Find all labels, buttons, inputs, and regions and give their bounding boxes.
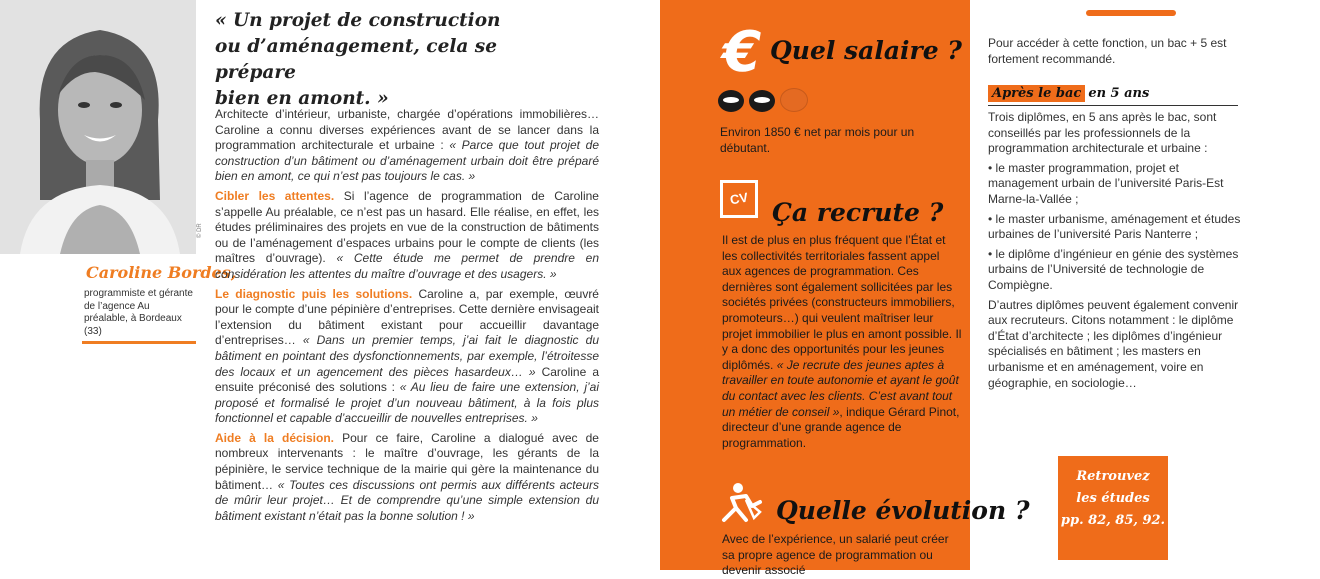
paragraph <box>215 189 599 283</box>
salaire-heading: Quel salaire ? <box>770 36 962 65</box>
recrute-attribution: , indique Gérard Pinot, directeur d’une grande agence de programmation. <box>722 404 960 450</box>
paragraph <box>215 431 599 525</box>
photo-credit: © DR <box>197 223 203 238</box>
recrute-text <box>722 233 962 451</box>
paragraph-quote: « Au lieu de faire une extension, j’ai proposé et formalisé le projet d’un nouveau bâtiment, à la fois plus fonctionnel et capable d’accueillir de nouvelles entreprises. » <box>215 380 599 426</box>
apres-label: Après le bac <box>988 85 1085 102</box>
evolution-heading: Quelle évolution ? <box>776 496 1030 525</box>
top-accent-bar <box>1086 10 1176 16</box>
paragraph-text: Caroline a ensuite préconisé des solutions : <box>215 364 600 395</box>
intro-text: Pour accéder à cette fonction, un bac + 5 est fortement recommandé. <box>988 36 1227 66</box>
pull-quote-line: ou d’aménagement, cela se prépare <box>215 36 497 83</box>
pull-quote-line: bien en amont. » <box>215 88 389 109</box>
paragraph-lead: Le diagnostic puis les solutions. <box>215 286 413 301</box>
portrait-photo <box>0 0 196 254</box>
coins-icon <box>718 88 813 117</box>
retrouvez-box <box>1058 456 1168 560</box>
pull-quote-line: « Un projet de construction <box>215 10 501 31</box>
divider-line <box>82 341 196 344</box>
retrouvez-line: les études <box>1076 491 1150 506</box>
paragraph-lead: Cibler les attentes. <box>215 188 335 203</box>
bullet-item: • le master urbanisme, aménagement et études urbaines de l’université Paris Nanterre ; <box>988 211 1241 242</box>
bullet-item: • le master programmation, projet et management urbain de l’université Paris-Est Marne-la-Vallée ; <box>988 160 1224 206</box>
recrute-heading: Ça recrute ? <box>772 198 944 227</box>
paragraph <box>215 107 599 185</box>
recrute-paragraph: Il est de plus en plus fréquent que l’État et les collectivités territoriales fassent appel aux agences de programmation. Ces dernières sont également sollicitées par les sociétés privées (constructeurs immobiliers, promoteurs…) qui veulent maîtriser leur projet immobilier le plus en amont possible. Il y a donc des opportunités pour les jeunes diplômés. <box>722 233 962 372</box>
cv-label: CV <box>728 189 750 208</box>
evolution-icon <box>716 480 764 528</box>
apres-heading <box>988 84 1149 102</box>
paragraph-text: Si l’agence de programmation de Caroline s’appelle Au préalable, ce n’est pas un hasard. Elle réalise, en effet, les études préliminaires des projets en vue de la construction de bâtiments ou de l’aménagement d’espaces urbains pour le compte de clients (les maîtres d’ouvrage). <box>215 188 599 266</box>
paragraph-quote: « Dans un premier temps, j’ai fait le diagnostic du bâtiment en pointant des dysfonctionnements, par exemple, l’étroitesse des locaux et un agencement des pièces hasardeux… » <box>215 333 599 379</box>
coin <box>780 88 808 112</box>
paragraph-text: Caroline a, par exemple, œuvré pour le compte d’une pépinière d’entreprises. Cette dernière envisageait l’extension du bâtiment existant pour accueillir davantage d’entreprises… <box>215 286 599 348</box>
salaire-text: Environ 1850 € net par mois pour un débutant. <box>720 125 915 155</box>
person-role: programmiste et gérante de l’agence Au préalable, à Bordeaux (33) <box>84 288 193 337</box>
paragraph: Trois diplômes, en 5 ans après le bac, sont conseillés par les professionnels de la programmation architecturale et urbaine : <box>988 110 1217 156</box>
evolution-text: Avec de l’expérience, un salarié peut créer sa propre agence de programmation ou devenir associé <box>722 532 949 578</box>
coin <box>749 90 775 112</box>
euro-icon: € <box>716 20 767 85</box>
diplomes-body <box>988 110 1243 395</box>
coin <box>718 90 744 112</box>
cv-icon <box>720 180 758 218</box>
paragraph-text: Pour ce faire, Caroline a dialogué avec de nombreux intervenants : le maître d’ouvrage, les gérants de la pépinière, le service technique de la mairie qui gère la maintenance du bâtiment… <box>215 430 599 492</box>
person-name: Caroline Bordes, <box>86 263 237 282</box>
retrouvez-line: Retrouvez <box>1076 469 1150 484</box>
paragraph-quote: « Parce que tout projet de construction d’un bâtiment ou d’aménagement urbain doit être préparé bien en amont, ce qui n’est pas toujours le cas. » <box>215 138 600 184</box>
paragraph-quote: « Toutes ces discussions ont permis aux différents acteurs de mûrir leur projet… Et de comprendre qu’une simple extension du bâtiment existant n’était pas la bonne solution ! » <box>215 477 599 523</box>
paragraph-text: Architecte d’intérieur, urbaniste, chargée d’opérations immobilières… Caroline a connu diverses expériences avant de se lancer dans la programmation architecturale et urbaine : <box>215 107 599 153</box>
article-body <box>215 107 599 528</box>
retrouvez-line: pp. 82, 85, 92. <box>1060 513 1166 528</box>
pull-quote <box>215 8 555 112</box>
recrute-quote: « Je recrute des jeunes aptes à travailler en toute autonomie et ayant le goût du contact avec les clients. C’est avant tout un métier de conseil » <box>722 357 959 419</box>
bullet-item: • le diplôme d’ingénieur en génie des systèmes urbains de l’Université de technologie de Compiègne. <box>988 246 1239 292</box>
paragraph-lead: Aide à la décision. <box>215 430 335 445</box>
heading-underline <box>988 105 1238 106</box>
paragraph: D’autres diplômes peuvent également convenir aux recruteurs. Citons notamment : le diplôme d’État d’architecte ; les diplômes d’ingénieur spécialisés en bâtiment ; les masters en urbanisme et en aménagement, voire en géographie, en sociologie… <box>988 297 1239 390</box>
paragraph-quote: « Cette étude me permet de prendre en considération les attentes du maître d’ouvrage et des usagers. » <box>215 251 599 281</box>
paragraph <box>215 287 599 427</box>
apres-rest: en 5 ans <box>1088 86 1150 101</box>
